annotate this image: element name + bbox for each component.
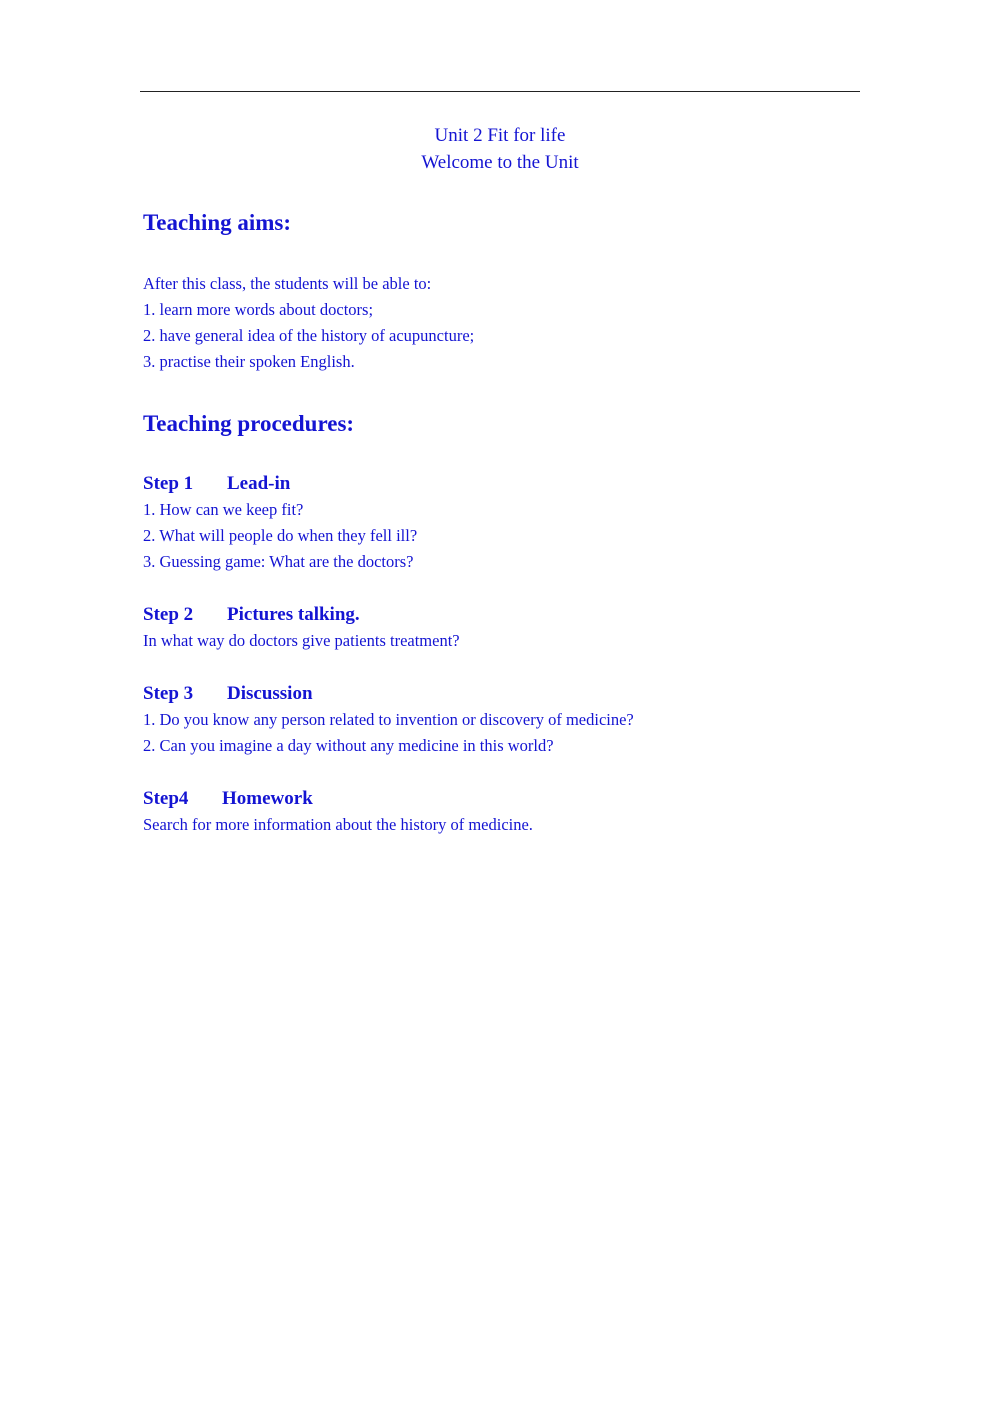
step-line: 1. How can we keep fit? xyxy=(143,500,304,519)
step-heading xyxy=(143,473,291,495)
step-line: 2. What will people do when they fell ill? xyxy=(143,526,418,545)
aims-heading: Teaching aims: xyxy=(143,210,292,235)
step-heading xyxy=(143,604,360,626)
step-heading xyxy=(143,788,313,810)
header-rule xyxy=(140,91,860,92)
step-number: Step4 xyxy=(143,788,189,809)
step-number: Step 2 xyxy=(143,604,194,625)
step-number: Step 3 xyxy=(143,683,194,704)
aims-item: 3. practise their spoken English. xyxy=(143,352,355,371)
title-block xyxy=(140,122,860,176)
document-title: Unit 2 Fit for life xyxy=(434,125,566,146)
step-line: In what way do doctors give patients treatment? xyxy=(143,631,460,650)
aims-intro: After this class, the students will be able to: xyxy=(143,274,432,293)
step-heading xyxy=(143,683,313,705)
document-subtitle: Welcome to the Unit xyxy=(421,152,579,173)
step-line: 2. Can you imagine a day without any medicine in this world? xyxy=(143,736,554,755)
procedures-heading: Teaching procedures: xyxy=(143,411,355,436)
step-line: Search for more information about the history of medicine. xyxy=(143,815,533,834)
step-title: Homework xyxy=(222,788,313,809)
step-title: Pictures talking. xyxy=(227,604,360,625)
step-title: Discussion xyxy=(227,683,313,704)
step-line: 3. Guessing game: What are the doctors? xyxy=(143,552,414,571)
step-title: Lead-in xyxy=(227,473,291,494)
aims-item: 1. learn more words about doctors; xyxy=(143,300,374,319)
aims-item: 2. have general idea of the history of acupuncture; xyxy=(143,326,475,345)
step-number: Step 1 xyxy=(143,473,194,494)
step-line: 1. Do you know any person related to invention or discovery of medicine? xyxy=(143,710,634,729)
